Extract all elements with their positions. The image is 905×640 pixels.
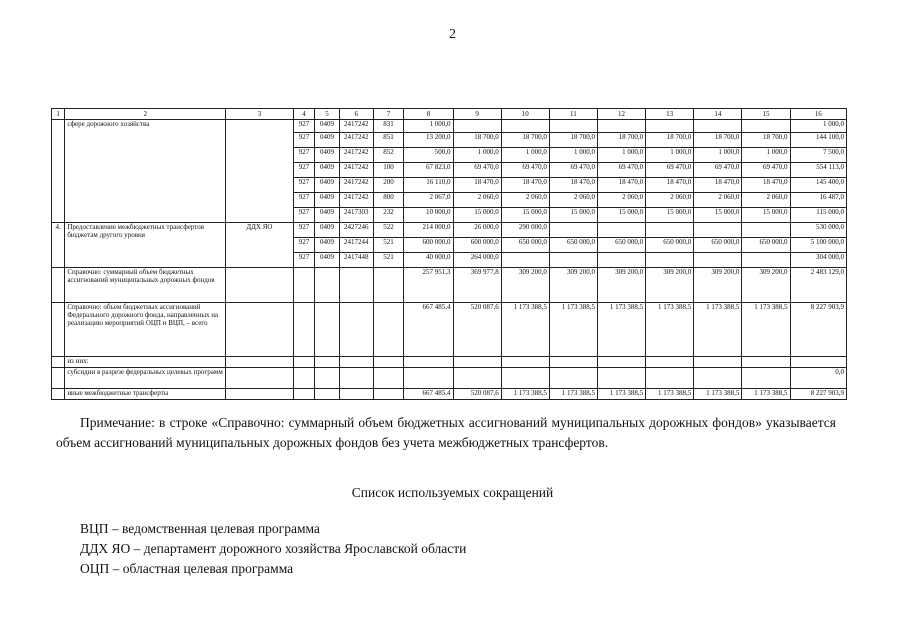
row-value: 1 173 388,5 [742,389,790,400]
row-value: 18 700,0 [549,133,597,148]
abbreviations-title: Список используемых сокращений [351,485,554,500]
empty-cell [293,303,315,357]
row-value: 69 470,0 [742,163,790,178]
row-value [549,253,597,268]
row-name: Справочно: объем бюджетных ассигнований Федерального дорожного фонда, направленных на реализацию мероприятий ОЦП и ВЦП, – всего [65,303,226,357]
column-header: 16 [790,109,846,120]
row-number [52,389,65,400]
column-header: 12 [597,109,645,120]
row-value: 1 000,0 [694,148,742,163]
row-code: 521 [373,238,404,253]
row-value: 15 000,0 [501,208,549,223]
column-header: 5 [315,109,340,120]
row-value: 369 977,8 [453,268,501,303]
empty-cell [293,268,315,303]
row-value [501,368,549,389]
row-value: 15 000,0 [453,208,501,223]
row-value [549,357,597,368]
row-value: 18 700,0 [597,133,645,148]
row-value: 1 000,0 [549,148,597,163]
empty-cell [373,268,404,303]
row-value: 257 951,3 [404,268,453,303]
row-number [52,357,65,368]
summary-row [52,268,847,303]
empty-cell [226,268,294,303]
row-value: 1 173 388,5 [742,303,790,357]
row-value [597,223,645,238]
row-total: 2 483 129,0 [790,268,846,303]
row-value: 600 000,0 [453,238,501,253]
row-value [597,357,645,368]
row-name: из них: [65,357,226,368]
row-value: 309 200,0 [694,268,742,303]
row-total: 8 227 903,9 [790,303,846,357]
row-value [549,120,597,133]
row-code: 927 [293,193,315,208]
abbreviation-item: ОЦП – областная целевая программа [80,561,294,576]
row-value: 2 060,0 [597,193,645,208]
row-code: 2417242 [339,163,373,178]
row-value: 2 060,0 [742,193,790,208]
row-value: 520 087,6 [453,303,501,357]
empty-cell [226,303,294,357]
row-value: 1 173 388,5 [501,389,549,400]
row-code: 0409 [315,238,340,253]
row-value [453,368,501,389]
column-header: 13 [646,109,694,120]
empty-cell [315,303,340,357]
row-value [742,357,790,368]
row-value [742,120,790,133]
row-code: 927 [293,133,315,148]
row-total [790,357,846,368]
row-value: 1 173 388,5 [501,303,549,357]
row-code: 2417242 [339,178,373,193]
row-value: 600 000,0 [404,238,453,253]
row-value [404,357,453,368]
row-code: 2427246 [339,223,373,238]
row-value [549,223,597,238]
row-code: 927 [293,148,315,163]
row-total: 8 227 903,9 [790,389,846,400]
table-header-row [52,109,847,120]
empty-cell [226,389,294,400]
row-value: 18 700,0 [694,133,742,148]
row-value: 18 470,0 [501,178,549,193]
empty-cell [373,357,404,368]
row-value: 264 000,0 [453,253,501,268]
row-value: 1 000,0 [404,120,453,133]
empty-cell [339,357,373,368]
row-value: 15 000,0 [549,208,597,223]
row-value [694,223,742,238]
row-value: 16 110,0 [404,178,453,193]
empty-cell [226,368,294,389]
row-value [453,120,501,133]
row-value [646,368,694,389]
row-value [597,120,645,133]
empty-cell [339,389,373,400]
row-value: 1 173 388,5 [597,303,645,357]
row-code: 0409 [315,178,340,193]
row-value [597,253,645,268]
row-value: 650 000,0 [694,238,742,253]
row-value: 18 700,0 [453,133,501,148]
row-code: 851 [373,133,404,148]
page-number: 2 [449,27,456,42]
row-code: 927 [293,253,315,268]
row-total: 554 113,0 [790,163,846,178]
row-name: сфере дорожного хозяйства [65,120,226,223]
row-value: 520 087,6 [453,389,501,400]
row-code: 522 [373,223,404,238]
row-value [646,120,694,133]
row-value: 1 173 388,5 [597,389,645,400]
row-code: 0409 [315,223,340,238]
empty-cell [293,389,315,400]
row-code: 2417242 [339,120,373,133]
row-value: 40 000,0 [404,253,453,268]
row-value: 650 000,0 [646,238,694,253]
row-value: 13 200,0 [404,133,453,148]
row-code: 2417242 [339,193,373,208]
row-value: 1 173 388,5 [646,389,694,400]
row-value: 2 067,0 [404,193,453,208]
row-code: 0409 [315,148,340,163]
row-name: иные межбюджетные трансферты [65,389,226,400]
row-value: 1 173 388,5 [549,389,597,400]
column-header: 4 [293,109,315,120]
row-value [694,120,742,133]
row-executor [226,120,294,223]
row-value: 26 000,0 [453,223,501,238]
row-value: 15 000,0 [694,208,742,223]
row-value [646,253,694,268]
column-header: 7 [373,109,404,120]
row-value: 1 000,0 [453,148,501,163]
row-value [694,357,742,368]
abbreviation-item: ДДХ ЯО – департамент дорожного хозяйства Ярославской области [80,541,467,556]
row-name: Справочно: суммарный объем бюджетных ассигнований муниципальных дорожных фондов [65,268,226,303]
row-value: 309 200,0 [597,268,645,303]
row-value [646,357,694,368]
row-value: 1 173 388,5 [646,303,694,357]
empty-cell [373,389,404,400]
row-code: 100 [373,163,404,178]
row-value: 650 000,0 [501,238,549,253]
note-block [56,413,836,453]
row-number [52,368,65,389]
column-header: 9 [453,109,501,120]
column-header: 11 [549,109,597,120]
column-header: 8 [404,109,453,120]
row-code: 927 [293,178,315,193]
row-value [742,368,790,389]
row-value: 67 823,0 [404,163,453,178]
row-value: 650 000,0 [549,238,597,253]
row-total: 145 400,0 [790,178,846,193]
row-value: 2 060,0 [694,193,742,208]
row-total: 530 000,0 [790,223,846,238]
row-code: 927 [293,120,315,133]
row-value [549,368,597,389]
empty-cell [315,268,340,303]
row-value: 15 000,0 [742,208,790,223]
row-value: 667 485,4 [404,389,453,400]
row-value: 1 173 388,5 [694,303,742,357]
row-value: 69 470,0 [549,163,597,178]
row-value: 1 000,0 [597,148,645,163]
row-name: субсидии в разрезе федеральных целевых программ [65,368,226,389]
row-value: 650 000,0 [742,238,790,253]
row-value: 2 060,0 [501,193,549,208]
row-code: 927 [293,208,315,223]
row-code: 852 [373,148,404,163]
column-header: 2 [65,109,226,120]
row-value: 18 700,0 [501,133,549,148]
row-value [694,253,742,268]
empty-cell [315,368,340,389]
row-value: 18 470,0 [694,178,742,193]
note-text: Примечание: в строке «Справочно: суммарный объем бюджетных ассигнований муниципальных дорожных фондов» указывается объем ассигнований муниципальных дорожных фондов без учета межбюджетных трансфертов. [56,415,836,450]
row-code: 0409 [315,193,340,208]
empty-cell [293,368,315,389]
row-value [646,223,694,238]
summary-row [52,368,847,389]
empty-cell [339,268,373,303]
empty-cell [339,368,373,389]
row-number: 4. [52,223,65,268]
abbreviation-item: ВЦП – ведомственная целевая программа [80,521,320,536]
empty-cell [315,357,340,368]
row-value [694,368,742,389]
table-row [52,120,847,133]
row-code: 0409 [315,120,340,133]
summary-row [52,303,847,357]
row-value [501,357,549,368]
row-total: 7 500,0 [790,148,846,163]
column-header: 6 [339,109,373,120]
table-row [52,223,847,238]
row-value: 69 470,0 [694,163,742,178]
row-code: 0409 [315,133,340,148]
row-value [742,223,790,238]
column-header: 10 [501,109,549,120]
row-value [453,357,501,368]
row-value [597,368,645,389]
row-code: 0409 [315,163,340,178]
row-value: 2 060,0 [646,193,694,208]
summary-row [52,357,847,368]
row-value: 18 700,0 [646,133,694,148]
row-name: Предоставление межбюджетных трансфертов бюджетам другого уровня [65,223,226,268]
row-value: 69 470,0 [453,163,501,178]
row-number [52,120,65,223]
row-value: 69 470,0 [597,163,645,178]
row-number [52,268,65,303]
empty-cell [373,303,404,357]
row-total: 144 100,0 [790,133,846,148]
summary-row [52,389,847,400]
row-code: 831 [373,120,404,133]
row-value: 667 485,4 [404,303,453,357]
row-value: 18 470,0 [453,178,501,193]
row-value: 18 470,0 [549,178,597,193]
empty-cell [315,389,340,400]
row-value [501,253,549,268]
empty-cell [339,303,373,357]
row-number [52,303,65,357]
row-code: 0409 [315,208,340,223]
budget-table [51,108,847,400]
row-code: 927 [293,223,315,238]
row-total: 0,0 [790,368,846,389]
empty-cell [293,357,315,368]
row-value: 1 000,0 [646,148,694,163]
row-value: 214 000,0 [404,223,453,238]
row-value: 18 470,0 [646,178,694,193]
row-value: 69 470,0 [646,163,694,178]
row-code: 0409 [315,253,340,268]
row-value: 10 000,0 [404,208,453,223]
row-value [404,368,453,389]
row-code: 2417242 [339,148,373,163]
column-header: 14 [694,109,742,120]
row-value: 15 000,0 [597,208,645,223]
row-code: 521 [373,253,404,268]
row-code: 2417448 [339,253,373,268]
row-value: 309 200,0 [501,268,549,303]
empty-cell [226,357,294,368]
row-code: 200 [373,178,404,193]
row-value: 290 000,0 [501,223,549,238]
row-executor: ДДХ ЯО [226,223,294,268]
row-code: 927 [293,238,315,253]
row-value: 309 200,0 [742,268,790,303]
row-value: 2 060,0 [549,193,597,208]
row-value: 15 000,0 [646,208,694,223]
row-code: 232 [373,208,404,223]
row-value: 1 000,0 [742,148,790,163]
column-header: 1 [52,109,65,120]
row-total: 5 100 000,0 [790,238,846,253]
row-value: 1 173 388,5 [549,303,597,357]
row-code: 2417303 [339,208,373,223]
row-total: 16 487,0 [790,193,846,208]
row-value: 18 700,0 [742,133,790,148]
row-code: 2417244 [339,238,373,253]
row-code: 2417242 [339,133,373,148]
row-value: 1 173 388,5 [694,389,742,400]
row-total: 1 000,0 [790,120,846,133]
row-code: 800 [373,193,404,208]
row-value: 69 470,0 [501,163,549,178]
row-value: 309 200,0 [646,268,694,303]
row-value: 2 060,0 [453,193,501,208]
row-code: 927 [293,163,315,178]
row-value: 1 000,0 [501,148,549,163]
row-value: 18 470,0 [742,178,790,193]
row-value [742,253,790,268]
row-value: 309 200,0 [549,268,597,303]
row-value [501,120,549,133]
row-total: 115 000,0 [790,208,846,223]
row-value: 18 470,0 [597,178,645,193]
row-value: 500,0 [404,148,453,163]
abbreviations-list [80,519,466,579]
row-value: 650 000,0 [597,238,645,253]
row-total: 304 000,0 [790,253,846,268]
column-header: 15 [742,109,790,120]
empty-cell [373,368,404,389]
column-header: 3 [226,109,294,120]
